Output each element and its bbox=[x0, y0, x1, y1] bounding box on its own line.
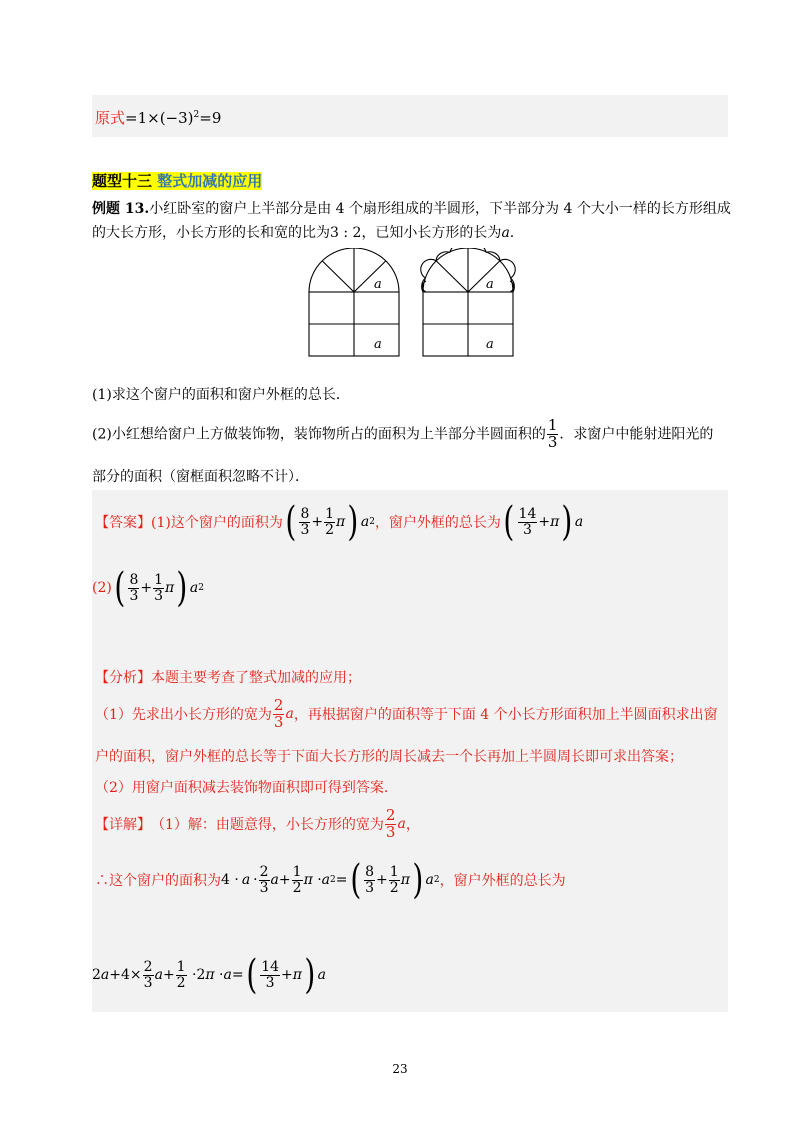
detail-line: 【详解】 （1）解：由题意得，小长方形的宽为 $\frac{2}{3}$ a ， bbox=[95, 806, 420, 841]
problem-line-1 bbox=[92, 198, 731, 218]
section-title: 整式加减的应用 bbox=[157, 172, 263, 190]
formula-result: =9 bbox=[199, 109, 222, 127]
window-diagrams bbox=[300, 248, 530, 360]
detail-tag: 【详解】 bbox=[95, 817, 151, 834]
answer-2-expression: ( $\frac{8}{3}$ + $\frac{1}{3}$ π ) a 2 bbox=[114, 565, 204, 611]
analysis-line bbox=[95, 667, 361, 687]
perimeter-calc-line bbox=[92, 952, 326, 998]
label-a-top-left: a bbox=[374, 277, 382, 292]
analysis-tag: 【分析】 bbox=[95, 670, 151, 686]
ratio-value: 3 : 2 bbox=[330, 225, 362, 241]
page-number: 23 bbox=[392, 1062, 408, 1076]
problem-line-2 bbox=[92, 222, 514, 242]
top-answer-box bbox=[92, 95, 728, 137]
detail-text: （1）解：由题意得，小长方形的宽为 bbox=[151, 817, 384, 834]
period: . bbox=[509, 225, 515, 241]
answer-box bbox=[92, 490, 728, 1012]
label-a-bottom-right: a bbox=[486, 337, 494, 352]
perimeter-calc-expression: 2 a +4× $\frac{2}{3}$ a + $\frac{1}{2}$ ·2 π · a = ( $\frac{14}{3}$ + π ) a bbox=[92, 952, 326, 998]
formula-label: 原式 bbox=[95, 109, 126, 127]
therefore-line bbox=[95, 857, 566, 903]
question-2-text-a: (2)小红想给窗户上方做装饰物，装饰物所占的面积为上半部分半圆面积的 bbox=[92, 426, 546, 443]
perimeter-expression: ( $\frac{14}{3}$ + π ) a bbox=[503, 499, 584, 545]
answer-2-label: (2) bbox=[92, 580, 112, 596]
answer-line-2 bbox=[92, 565, 204, 611]
question-1: (1)求这个窗户的面积和窗户外框的总长． bbox=[92, 387, 350, 403]
answer-1-text: (1)这个窗户的面积为 bbox=[151, 515, 283, 531]
top-expression bbox=[95, 107, 221, 128]
window-diagram-left bbox=[309, 248, 399, 356]
frac-den: 3 bbox=[547, 432, 558, 451]
problem-number: 例题 13. bbox=[92, 201, 150, 217]
formula-exponent: 2 bbox=[193, 110, 200, 120]
question-2-line-2: 部分的面积（窗框面积忽略不计）． bbox=[92, 469, 309, 485]
section-heading bbox=[92, 170, 262, 191]
window-diagram-right bbox=[421, 248, 515, 356]
answer-tag: 【答案】 bbox=[95, 515, 151, 531]
answer-1-text-b: ，窗户外框的总长为 bbox=[374, 515, 501, 531]
analysis-1-cont: 户的面积，窗户外框的总长等于下面大长方形的周长减去一个长再加上半圆周长即可求出答案； bbox=[95, 749, 683, 765]
analysis-text: 本题主要考查了整式加减的应用； bbox=[151, 670, 361, 686]
area-expression: ( $\frac{8}{3}$ + $\frac{1}{2}$ π ) a 2 bbox=[285, 499, 375, 545]
frac-num: 1 bbox=[547, 416, 558, 434]
analysis-1-text-a: （1）先求出小长方形的宽为 bbox=[95, 707, 272, 724]
analysis-1: （1）先求出小长方形的宽为 $\frac{2}{3}$ a ，再根据窗户的面积等于下面 4 个小长方形面积加上半圆面积求出窗 bbox=[95, 696, 718, 731]
section-tag: 题型十三 bbox=[92, 172, 153, 190]
answer-line-1 bbox=[95, 499, 584, 545]
question-2 bbox=[92, 418, 713, 451]
problem-text-2a: 的大长方形，小长方形的长和宽的比为 bbox=[92, 225, 330, 241]
analysis-2: （2）用窗户面积减去装饰物面积即可得到答案． bbox=[95, 780, 398, 796]
var-a: a bbox=[501, 225, 510, 241]
therefore-text: ∴这个窗户的面积为 bbox=[95, 873, 221, 889]
problem-text-1: 小红卧室的窗户上半部分是由 4 个扇形组成的半圆形，下半部分为 4 个大小一样的长方形组成 bbox=[149, 201, 731, 217]
detail-comma: ， bbox=[405, 817, 420, 834]
area-calc-expression: 4 · a · $\frac{2}{3}$ a + $\frac{1}{2}$ π · a 2 = ( $\frac{8}{3}$ + $\frac{1}{2}$ π ) a 2 bbox=[221, 857, 440, 903]
problem-text-2b: ，已知小长方形的长为 bbox=[361, 225, 502, 241]
formula-expr: =1×(−3) bbox=[125, 109, 194, 127]
fraction-one-third bbox=[547, 418, 559, 451]
analysis-1-text-b: ，再根据窗户的面积等于下面 4 个小长方形面积加上半圆面积求出窗 bbox=[293, 707, 718, 724]
therefore-text-b: ，窗户外框的总长为 bbox=[439, 873, 566, 889]
label-a-bottom-left: a bbox=[374, 337, 382, 352]
label-a-top-right: a bbox=[486, 277, 494, 292]
question-2-text-b: ．求窗户中能射进阳光的 bbox=[559, 426, 714, 443]
